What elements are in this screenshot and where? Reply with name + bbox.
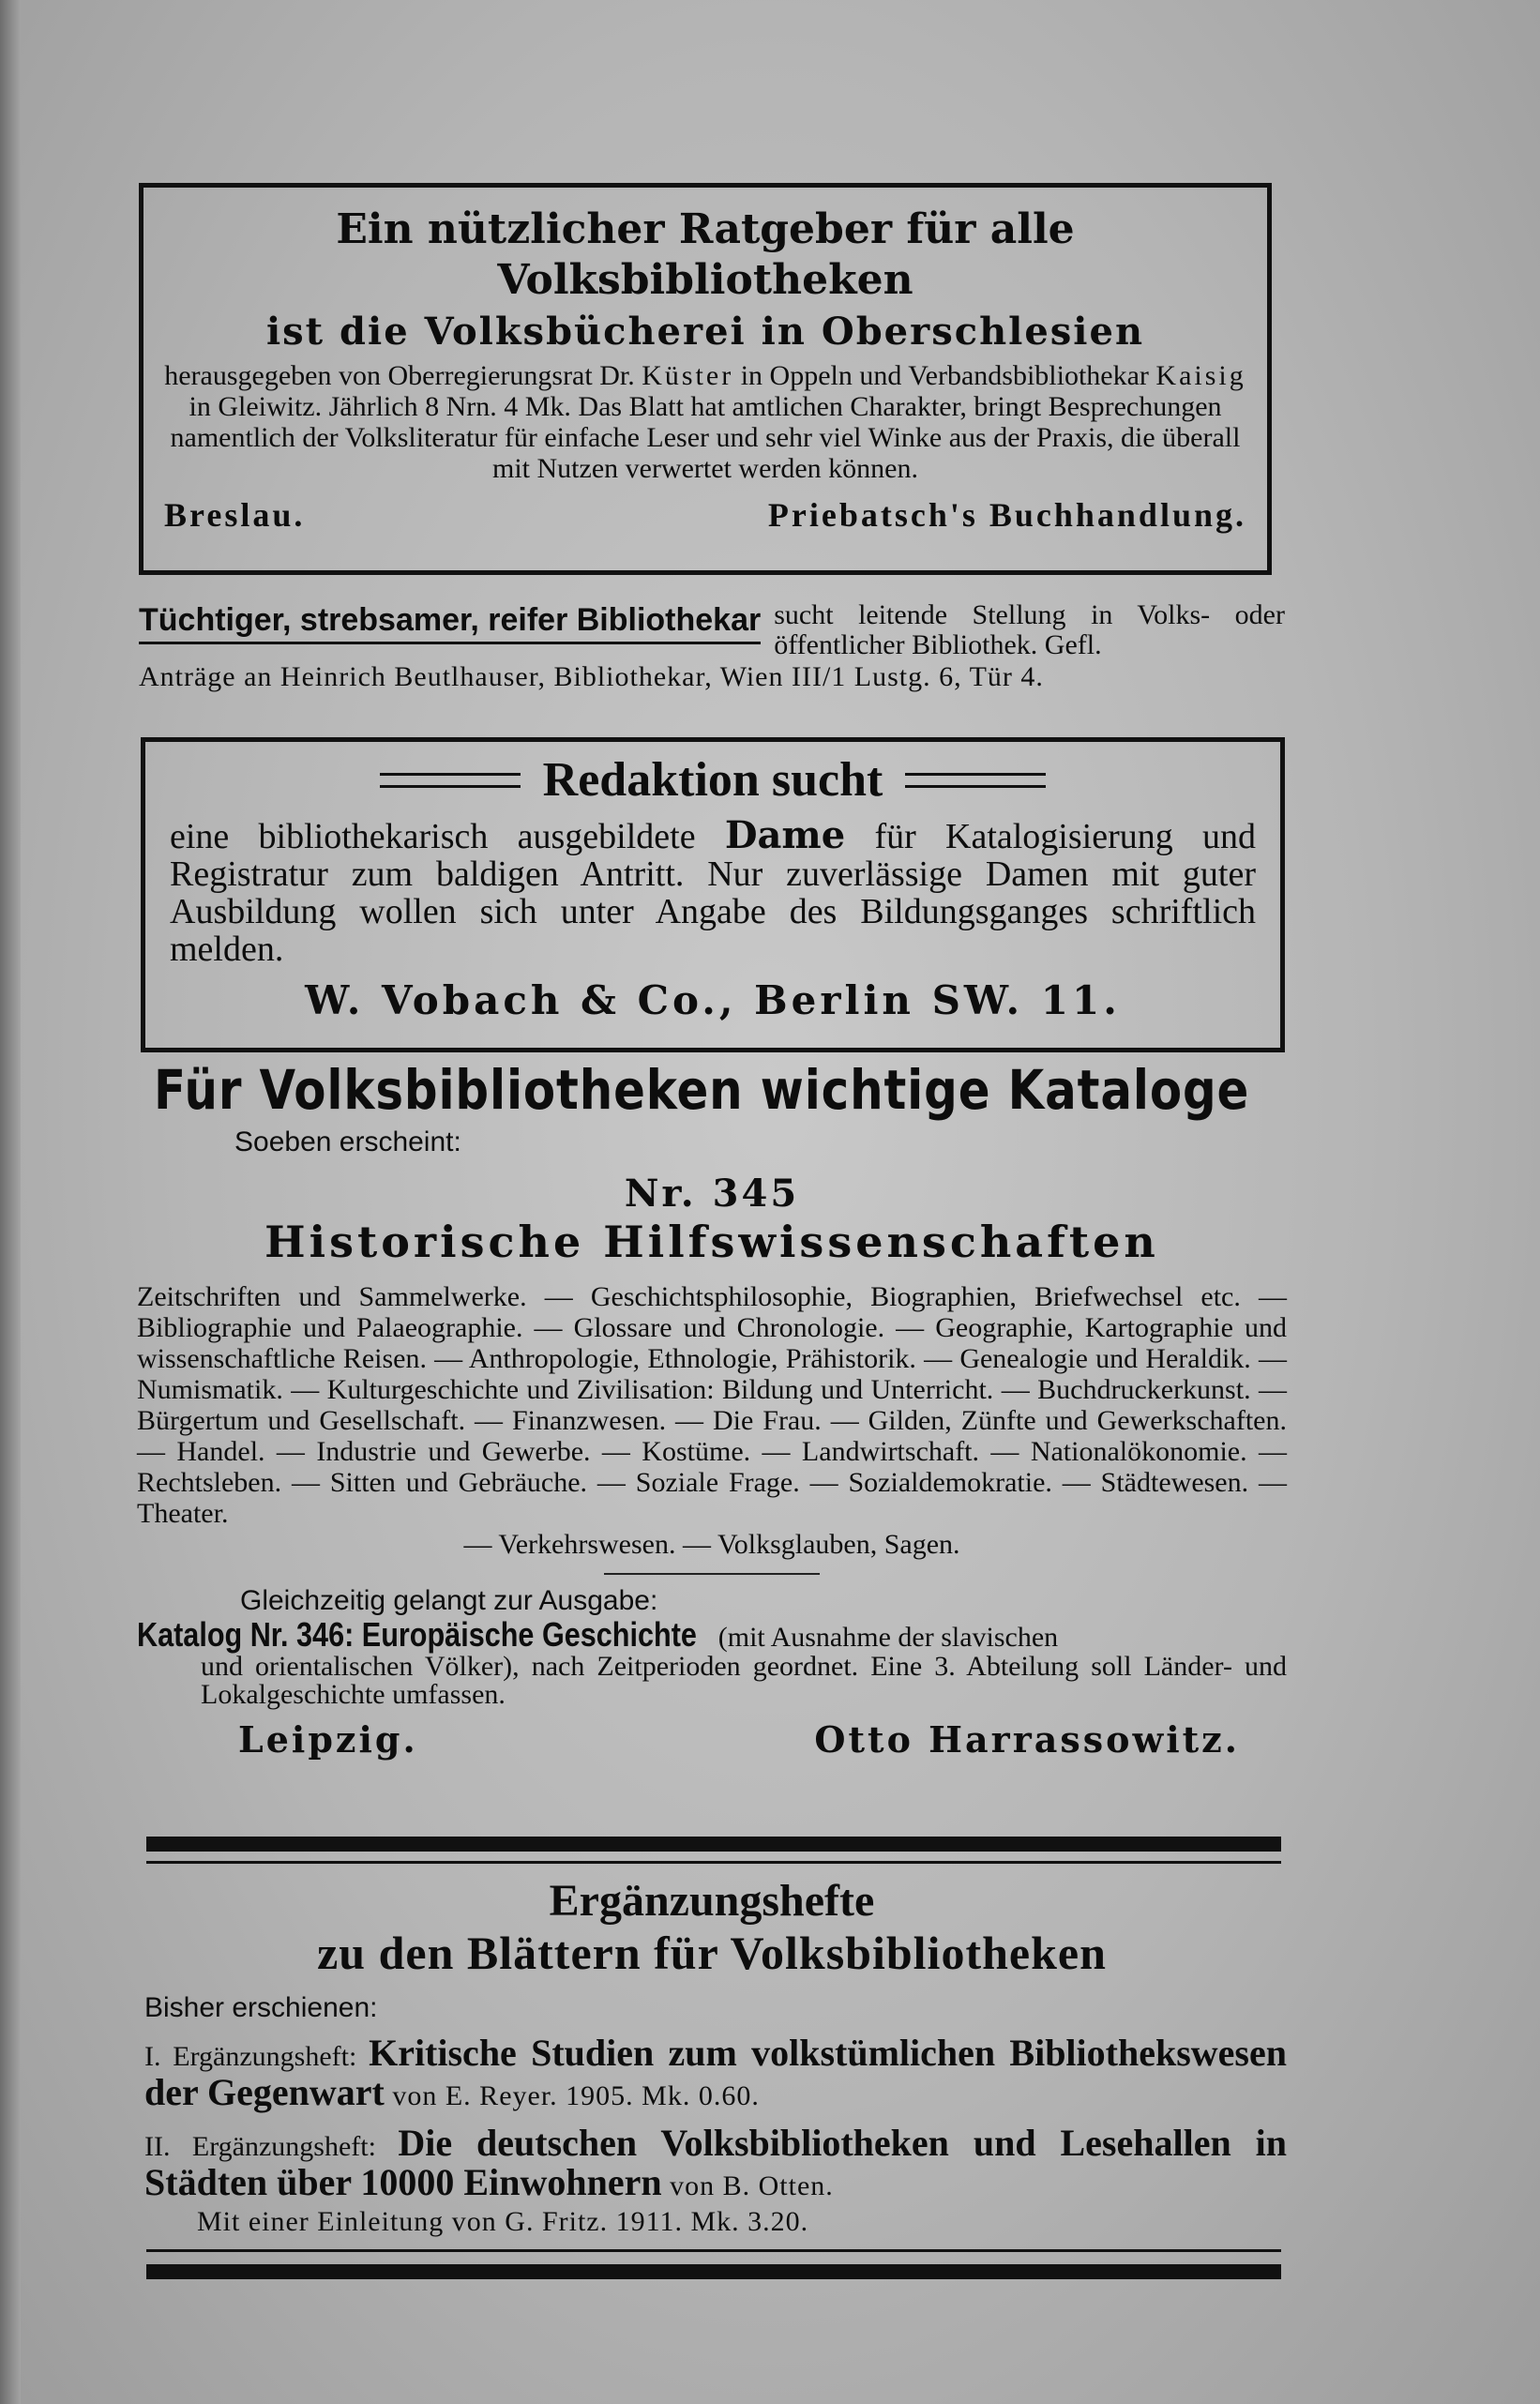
thick-rule bbox=[146, 1837, 1281, 1852]
ad-bibliothekar-headline: Tüchtiger, strebsamer, reifer Bibliothekar bbox=[139, 600, 761, 644]
emphasis-dame: Dame bbox=[724, 813, 846, 857]
catalog-topics-last: — Verkehrswesen. — Volksglauben, Sagen. bbox=[463, 1529, 960, 1560]
catalog-heading: Historische Hilfswissenschaften bbox=[264, 1217, 1159, 1267]
ad-redaktion-title: Redaktion sucht bbox=[542, 753, 883, 807]
ad-kataloge-footer bbox=[137, 1718, 1287, 1761]
double-rule-right bbox=[905, 773, 1046, 788]
entry-meta: von E. Reyer. 1905. Mk. 0.60. bbox=[384, 2080, 760, 2111]
ad-redaktion-body bbox=[170, 813, 1256, 969]
catalog-topics-text: Zeitschriften und Sammelwerke. — Geschichtsphilosophie, Biographien, Briefwechsel etc. — Bibliographie und Palaeographie. — Glossare und Chronologie. — Geographie, Kartographie und wissenschaftliche Reisen. — Anthropologie, Ethnologie, Prähistorik. — Genealogie und Heraldik. — Numismatik. — Kulturgeschichte und Zivilisation: Bildung und Unterricht. — Buchdruckerkunst. — Bürgertum und Gesellschaft. — Finanzwesen. — Die Frau. — Gilden, Zünfte und Gewerkschaften. — Handel. — Industrie und Gewerbe. — Kostüme. — Landwirtschaft. — Nationalökonomie. — Rechtsleben. — Sitten und Gebräuche. — Soziale Frage. — Sozialdemokratie. — Städtewesen. — Theater. bbox=[137, 1281, 1287, 1529]
ergaenzung-entry-2 bbox=[144, 2122, 1287, 2240]
publisher-name: Otto Harrassowitz. bbox=[814, 1718, 1240, 1761]
ad-bibliothekar-text: sucht leitende Stellung in Volks- oder öffentlicher Bibliothek. Gefl. bbox=[774, 599, 1285, 660]
ad-volksbuecherei-line2: Volksbibliotheken bbox=[497, 256, 913, 304]
body-text: eine bibliothekarisch ausgebildete bbox=[170, 817, 725, 856]
ad-volksbuecherei-line3: ist die Volksbücherei in Oberschlesien bbox=[265, 310, 1145, 354]
ad-kataloge-subtitle: Soeben erscheint: bbox=[234, 1126, 461, 1157]
catalog-topics bbox=[137, 1281, 1287, 1560]
ad-kataloge-title: Für Volksbibliotheken wichtige Kataloge bbox=[154, 1058, 1250, 1122]
body-text: für Katalogisierung und Registratur zum baldigen Antritt. Nur zuverlässige Damen mit guter Ausbildung wollen sich unter Angabe des Bildungsganges schriftlich melden. bbox=[170, 817, 1256, 969]
ergaenzung-title2: zu den Blättern für Volksbibliotheken bbox=[317, 1927, 1107, 1979]
publisher-name: Priebatsch's Buchhandlung. bbox=[767, 496, 1246, 534]
body-text: Das Blatt hat amtlichen Charakter, bringt Besprechungen namentlich der Volksliteratur für einfache Leser und sehr viel Winke aus der Praxis, die überall mit Nutzen verwertet werden können. bbox=[170, 391, 1241, 484]
ad-redaktion-title-row bbox=[170, 748, 1256, 813]
publisher-city: Breslau. bbox=[164, 496, 306, 534]
ad-volksbuecherei bbox=[139, 183, 1272, 575]
ad-redaktion bbox=[141, 737, 1285, 1052]
body-text: in Gleiwitz. Jährlich 8 Nrn. 4 Mk. bbox=[189, 391, 571, 422]
ad-bibliothekar-contact: Anträge an Heinrich Beutlhauser, Bibliothekar, Wien III/1 Lustg. 6, Tür 4. bbox=[139, 661, 1044, 692]
ad-volksbuecherei-line1: Ein nützlicher Ratgeber für alle bbox=[336, 205, 1075, 253]
editor-name: Küster bbox=[642, 360, 734, 391]
ad-redaktion-footer: W. Vobach & Co., Berlin SW. 11. bbox=[305, 977, 1121, 1023]
separator-rule bbox=[604, 1573, 820, 1575]
entry-label: I. Ergänzungsheft: bbox=[144, 2041, 370, 2072]
entry-label: II. Ergänzungsheft: bbox=[144, 2131, 399, 2162]
ad-volksbuecherei-body bbox=[164, 360, 1246, 484]
catalog-346 bbox=[137, 1615, 1287, 1654]
entry-title: Die deutschen Volksbibliotheken und Lesehallen in Städten über 10000 Einwohnern bbox=[144, 2122, 1287, 2203]
publisher-city: Leipzig. bbox=[238, 1718, 418, 1761]
ad-bibliothekar bbox=[139, 600, 1285, 694]
editor-name: Kaisig bbox=[1155, 360, 1246, 391]
catalog-also: Gleichzeitig gelangt zur Ausgabe: bbox=[240, 1585, 658, 1616]
ergaenzung-entry-1 bbox=[144, 2032, 1288, 2114]
catalog-number: Nr. 345 bbox=[624, 1172, 800, 1216]
entry-extra: Mit einer Einleitung von G. Fritz. 1911. Mk. 3.20. bbox=[197, 2206, 809, 2237]
entry-meta: von B. Otten. bbox=[661, 2170, 834, 2201]
body-text: in Oppeln und Verbandsbibliothekar bbox=[733, 360, 1156, 391]
entry-title: Kritische Studien zum volkstümlichen Bibliothekswesen der Gegenwart bbox=[144, 2032, 1288, 2113]
body-text: herausgegeben von Oberregierungsrat Dr. bbox=[164, 360, 642, 391]
ergaenzung-subtitle: Bisher erschienen: bbox=[144, 1992, 378, 2023]
ergaenzungshefte bbox=[137, 1876, 1287, 2240]
thin-rule-bottom bbox=[146, 2249, 1281, 2252]
catalog-346-title: Katalog Nr. 346: Europäische Geschichte bbox=[137, 1615, 697, 1654]
ad-volksbuecherei-footer bbox=[164, 495, 1246, 535]
thin-rule bbox=[146, 1861, 1281, 1864]
catalog-346-text: (mit Ausnahme der slavischen bbox=[717, 1622, 1059, 1653]
catalog-346-rest: und orientalischen Völker), nach Zeitperioden geordnet. Eine 3. Abteilung soll Länder- und Lokalgeschichte umfassen. bbox=[201, 1651, 1287, 1710]
page-spine-shadow bbox=[0, 0, 21, 2404]
ergaenzung-title1: Ergänzungshefte bbox=[549, 1876, 875, 1926]
thick-rule-bottom bbox=[146, 2264, 1281, 2279]
double-rule-left bbox=[380, 773, 521, 788]
ad-bibliothekar-row bbox=[139, 600, 1285, 660]
ad-kataloge bbox=[137, 1052, 1287, 1761]
